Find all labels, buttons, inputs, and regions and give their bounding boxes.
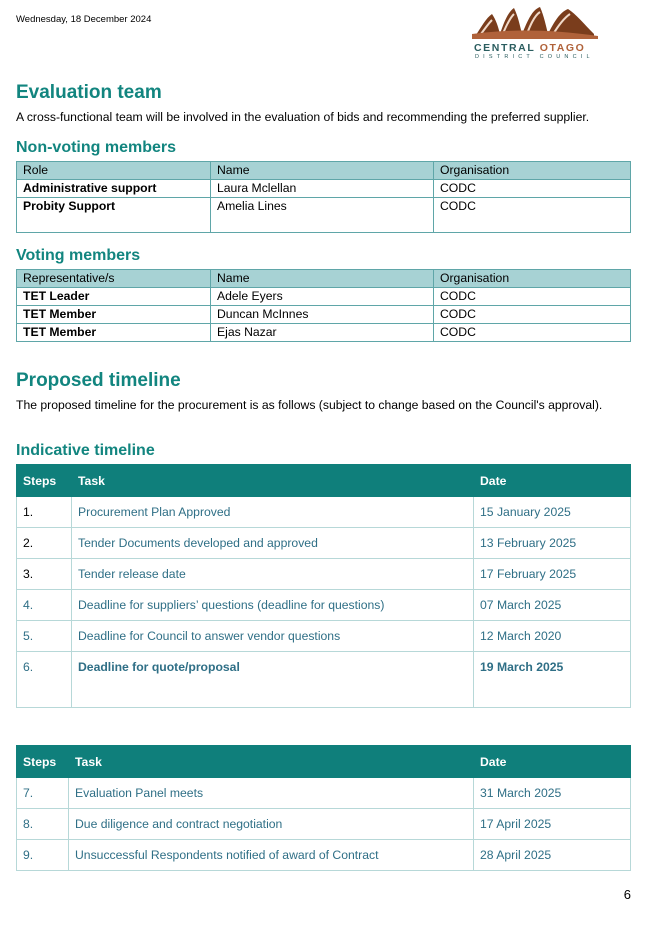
evaluation-intro: A cross-functional team will be involved in the evaluation of bids and recommending the preferred supplier. — [16, 110, 590, 124]
date-cell: 13 February 2025 — [474, 528, 631, 559]
column-header: Task — [69, 746, 474, 778]
column-header: Name — [211, 270, 434, 288]
indicative-timeline-table — [16, 464, 631, 708]
table-row — [17, 809, 631, 840]
step-cell: 9. — [17, 840, 69, 871]
table-row — [17, 288, 631, 306]
proposed-timeline-heading: Proposed timeline — [16, 370, 181, 391]
column-header: Organisation — [434, 162, 631, 180]
column-header: Date — [474, 465, 631, 497]
page-number: 6 — [623, 887, 631, 902]
name-cell: Adele Eyers — [211, 288, 434, 306]
step-cell: 7. — [17, 778, 69, 809]
step-cell: 6. — [17, 652, 72, 708]
organisation-cell: CODC — [434, 324, 631, 342]
step-cell: 5. — [17, 621, 72, 652]
date-cell: 17 April 2025 — [474, 809, 631, 840]
table-row — [17, 840, 631, 871]
table-header-row — [17, 270, 631, 288]
table-row — [17, 590, 631, 621]
task-cell: Deadline for quote/proposal — [72, 652, 474, 708]
council-logo — [472, 4, 602, 60]
column-header: Date — [474, 746, 631, 778]
table-row — [17, 324, 631, 342]
name-cell: Amelia Lines — [211, 198, 434, 233]
organisation-cell: CODC — [434, 306, 631, 324]
logo-wordmark — [474, 42, 585, 54]
task-cell: Tender Documents developed and approved — [72, 528, 474, 559]
representative-cell: TET Member — [17, 324, 211, 342]
representative-cell: TET Member — [17, 306, 211, 324]
task-cell: Tender release date — [72, 559, 474, 590]
role-cell: Administrative support — [17, 180, 211, 198]
table-row — [17, 306, 631, 324]
evaluation-team-heading: Evaluation team — [16, 82, 162, 103]
task-cell: Due diligence and contract negotiation — [69, 809, 474, 840]
table-header-row — [17, 162, 631, 180]
date-cell: 12 March 2020 — [474, 621, 631, 652]
table-row — [17, 559, 631, 590]
date-cell: 31 March 2025 — [474, 778, 631, 809]
logo-word-central: CENTRAL — [474, 42, 536, 54]
step-cell: 8. — [17, 809, 69, 840]
task-cell: Unsuccessful Respondents notified of award of Contract — [69, 840, 474, 871]
table-row — [17, 778, 631, 809]
column-header: Role — [17, 162, 211, 180]
non-voting-heading: Non-voting members — [16, 139, 177, 156]
table-header-row — [17, 465, 631, 497]
hills-logo-icon — [472, 4, 598, 40]
table-row — [17, 621, 631, 652]
date-cell: 19 March 2025 — [474, 652, 631, 708]
column-header: Task — [72, 465, 474, 497]
task-cell: Evaluation Panel meets — [69, 778, 474, 809]
table-row — [17, 497, 631, 528]
step-cell: 1. — [17, 497, 72, 528]
logo-subtitle: DISTRICT COUNCIL — [475, 54, 594, 60]
column-header: Steps — [17, 465, 72, 497]
column-header: Steps — [17, 746, 69, 778]
document-date: Wednesday, 18 December 2024 — [16, 14, 152, 25]
task-cell: Deadline for suppliers’ questions (deadline for questions) — [72, 590, 474, 621]
date-cell: 15 January 2025 — [474, 497, 631, 528]
name-cell: Ejas Nazar — [211, 324, 434, 342]
table-row — [17, 180, 631, 198]
table-row — [17, 528, 631, 559]
column-header: Organisation — [434, 270, 631, 288]
column-header: Name — [211, 162, 434, 180]
table-header-row — [17, 746, 631, 778]
task-cell: Procurement Plan Approved — [72, 497, 474, 528]
step-cell: 3. — [17, 559, 72, 590]
non-voting-table — [16, 161, 631, 233]
table-row — [17, 652, 631, 708]
timeline-continued-table — [16, 745, 631, 871]
role-cell: Probity Support — [17, 198, 211, 233]
step-cell: 4. — [17, 590, 72, 621]
representative-cell: TET Leader — [17, 288, 211, 306]
name-cell: Laura Mclellan — [211, 180, 434, 198]
date-cell: 28 April 2025 — [474, 840, 631, 871]
voting-heading: Voting members — [16, 247, 141, 264]
column-header: Representative/s — [17, 270, 211, 288]
organisation-cell: CODC — [434, 198, 631, 233]
logo-word-otago: OTAGO — [539, 42, 586, 54]
date-cell: 07 March 2025 — [474, 590, 631, 621]
date-cell: 17 February 2025 — [474, 559, 631, 590]
organisation-cell: CODC — [434, 180, 631, 198]
table-row — [17, 198, 631, 233]
proposed-timeline-intro: The proposed timeline for the procurement is as follows (subject to change based on the Council's approval). — [16, 398, 603, 412]
task-cell: Deadline for Council to answer vendor questions — [72, 621, 474, 652]
step-cell: 2. — [17, 528, 72, 559]
name-cell: Duncan McInnes — [211, 306, 434, 324]
indicative-timeline-heading: Indicative timeline — [16, 442, 155, 459]
organisation-cell: CODC — [434, 288, 631, 306]
voting-table — [16, 269, 631, 342]
